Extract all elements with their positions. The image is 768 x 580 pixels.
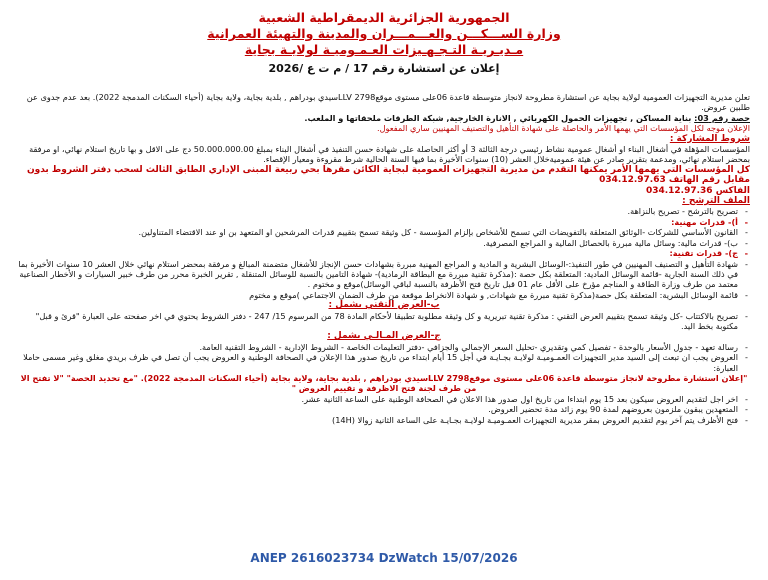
envelope-text: "إعلان استشارة مطروحة لانجاز متوسطة قاعدة 06على مستوى موقعLLV 2798سيدي بودراهم , بلدية بجاية، ولاية بجاية (أحياء السكنات المدمجة 2022). "مع تحديد الحصة" "لا تفتح الا من طرف لجنة فتح الاظرفة و تقييم العروض " <box>20 372 748 394</box>
deadline-item: - فتح الأظرف يتم آخر يوم لتقديم العروض بمقر مديرية التجهيزات العمـوميـة لولايـة بجـايـة على الساعة الثانية زوالا (14H) <box>18 415 750 425</box>
footer-reference: ANEP 2616023734 DzWatch 15/07/2026 <box>250 551 518 565</box>
fin-offer-text: - رسالة تعهد - جدول الأسعار بالوحدة - تفصيل كمي وتقديري -تحليل السعر الإجمالي والجزافي -دفتر التعليمات الخاصة - الشروط الإدارية - الشروط التقنية العامة. <box>18 342 750 352</box>
participation-text: المؤسسات المؤهلة في أشغال البناء او أشغال عمومية نشاط رئيسي درجة الثالثة 3 أو أكثر الحاصلة على شهادة حسن التنفيذ في أشغال البناء بمبلغ 50.000.000.00 دج على الاقل و بها تاريخ استلام نهائي، او مرفقة بمحضر استلام نهائي، ومدعمة بتقرير صادر عن هيئة عموميةخلال العشر (10) سنوات الأخيرة بما فيها السنة الحالية شرط مقروءة ومعيار الإقصاء. <box>29 144 750 165</box>
deadline-item: - اخر اجل لتقديم العروض سيكون بعد 15 يوم ابتداءا من تاريخ اول صدور هذا الاعلان في الصحافة الوطنية على الساعة الثانية عشر. <box>18 394 750 404</box>
doc-item: - ج)- قدرات تقنية: <box>18 248 750 258</box>
tech-offer-title: ب-العرض التقني يشمل : <box>328 300 440 311</box>
lot-label: حصة رقم 03: <box>694 112 750 123</box>
fin-offer-title: ج-العرض المـالـي يشمل : <box>327 331 441 342</box>
doc-item: - ب)- قدرات مالية: وسائل مالية مبررة بالحصائل المالية و المراجع المصرفية. <box>18 238 750 248</box>
header-ministry: وزارة الســـكـــن والعـــمـــران والمدينة والتهيئة العمرانية <box>207 26 561 41</box>
announcement-body <box>18 92 750 425</box>
withdraw-text: كل المؤسسات التي يهمها الأمر يمكنها التقدم من مديرية التجهيزات العمومية لبجاية الكائن مقرها بحي ربيعة المبنى الإداري الطابق الثالث لسحب دفتر الشروط بدون مقابل رقم الهاتف 034.12.97.63 <box>26 164 750 186</box>
doc-item: - قائمة الوسائل البشرية: المتعلقة بكل حصة(مذكرة تقنية مبررة مع شهادات, و شهادة الانخراط موقعة من طرف الضمان الاجتماعي )موقع و مختوم <box>18 290 750 300</box>
header-republic: الجمهورية الجزائرية الديمقراطية الشعبية <box>258 10 510 25</box>
announcement-title: إعلان عن استشارة رقم 17 / م ت ع /2026 <box>268 62 500 75</box>
doc-item: - أ)- قدرات مهنية: <box>18 217 750 227</box>
doc-item: - تصريح بالترشح - تصريح بالنزاهة. <box>18 206 750 216</box>
intro-paragraph: تعلن مديرية التجهيزات العمومية لولاية بجاية عن استشارة مطروحة لانجاز متوسطة قاعدة 06على مستوى موقعLLV 2798سيدي بودراهم , بلدية بجاية، ولاية بجاية (أحياء السكنات المدمجة 2022). بعد عدم جدوى عن طلبين عروض. <box>26 92 750 113</box>
lot-line <box>18 113 750 123</box>
lot-text: بناية المساكن , تجهيزات الحمول الكهربائي , الانارة الخارجية, شبكة الطرقات ملحقاتها و الملعب. <box>304 112 695 123</box>
docs-title: الملف الترشح : <box>682 196 750 207</box>
header <box>0 10 768 58</box>
doc-item: - القانون الأساسي للشركات -الوثائق المتعلقة بالتفويضات التي تسمح للأشخاص بإلزام المؤسسة - كل وثيقة تسمح بتقييم قدرات المرشحين او المتعهد بن او عند الاقتضاء المتناولين. <box>18 227 750 237</box>
doc-item: - شهادة التأهيل و التصنيف المهنيين في طور التنفيذ:-الوسائل البشرية و المادية و المراجع المهنية مبررة بشهادات حسن الإنجاز للأشغال متضمنة المبالغ و مرفقة بمحضر استلام نهائي خلال العشر 10 سنوات الأخيرة بما في ذلك السنة الجارية -قائمة الوسائل المادية: المتعلقة بكل حصة :(مذكرة تقنية مبررة مع البطاقة الرمادية)- شهادة التامين بالنسبة للوسائل المتنقلة , تقرير الخبرة محرر من طرف خبير السيارات و الأخطار الصناعية معتمد من طرف وزارة الطاقة و المناجم مؤرخ على الأقل عام 01 قبل تاريخ فتح الأظرفة بالنسبة لباقي الوسائل)موقع و مختوم . <box>18 259 750 290</box>
submission-text: - العروض يجب ان تبعث إلى السيد مدير التجهيزات العمـوميـة لولايـة بجـايـة في أجل 15 أيام ابتداء من تاريخ صدور هذا الإعلان في الصحافة الوطنية و العروض يجب أن تصل في ظرف بريدي مغلق وغير مسمى حاملا العبارة: <box>18 352 750 373</box>
fax-text: الفاكس 034.12.97.36 <box>645 185 750 196</box>
tech-offer-text: - تصريح بالاكتتاب -كل وثيقة تسمح بتقييم العرض التقني : مذكرة تقنية تبريرية و كل وثيقة مطلوبة تطبيقا لأحكام المادة 78 من المرسوم 15/ 247 - دفتر الشروط يحتوي في اخر صفحته على العبارة "قرئ و قبل" مكتوبة بخط اليد. <box>18 311 750 332</box>
eligibility-text: الإعلان موجه لكل المؤسسات التي يهمها الأمر والحاصلة على شهادة التأهيل والتصنيف المهنيين ساري المفعول. <box>377 123 750 134</box>
header-directorate: مـديـريـة التـجـهـيزات العـمـوميـة لولايـة بجاية <box>244 42 524 57</box>
participation-title: شروط المشاركة : <box>669 133 750 144</box>
deadline-item: - المتعهدين يبقون ملزمون بعروضهم لمدة 90 يوم زائد مدة تحضير العروض. <box>18 404 750 414</box>
